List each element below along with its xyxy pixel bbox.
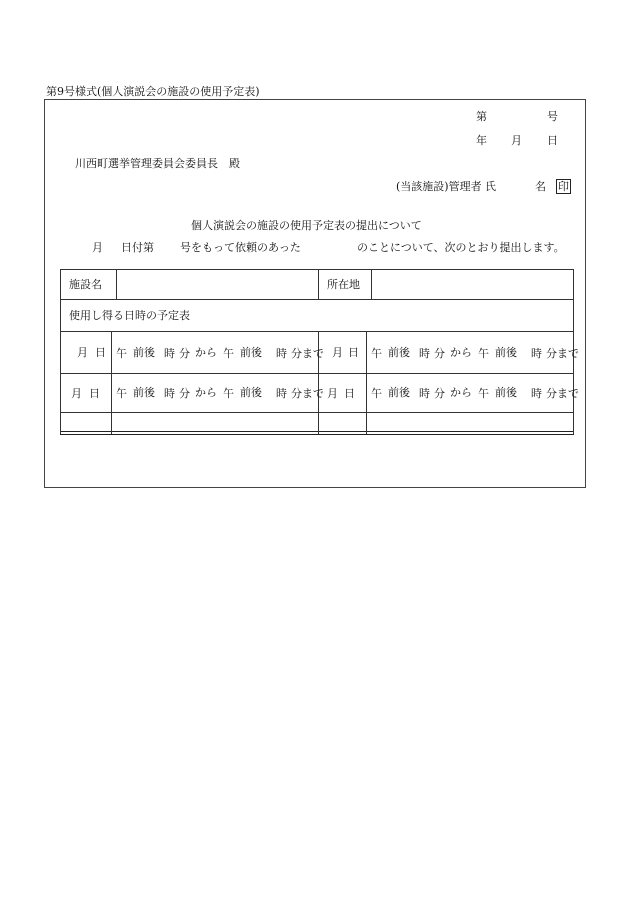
col-div-1 — [111, 331, 112, 434]
zen-7: 前 — [388, 386, 399, 399]
ato-3: 後 — [399, 346, 410, 359]
ampm-go-7: 午 — [371, 387, 382, 400]
row1-left-day: 日 — [95, 346, 106, 359]
ampm-go-6: 午 — [223, 387, 234, 400]
row1-left-time — [116, 338, 324, 368]
ji: 時 — [164, 347, 175, 360]
ato-5: 後 — [144, 386, 155, 399]
ji-5: 時 — [164, 387, 175, 400]
ji-8: 時 — [531, 387, 542, 400]
ampm-stack — [133, 346, 155, 360]
fun-7: 分 — [434, 387, 445, 400]
ji-3: 時 — [419, 347, 430, 360]
col-div-3 — [366, 331, 367, 434]
ampm-stack-3 — [388, 346, 410, 360]
ato-4: 後 — [506, 346, 517, 359]
date-month: 月 — [511, 134, 522, 147]
zen-4: 前 — [495, 346, 506, 359]
body-date-no: 日付第 — [121, 241, 154, 254]
manager-shi: 氏 — [485, 180, 496, 193]
ampm-go-2: 午 — [223, 347, 234, 360]
kara-stack-3 — [450, 346, 472, 360]
ka: か — [195, 346, 206, 359]
fun-3: 分 — [434, 347, 445, 360]
zen-3: 前 — [388, 346, 399, 359]
ampm-go-5: 午 — [116, 387, 127, 400]
row2-left-day: 日 — [89, 387, 100, 400]
addressee: 川西町選挙管理委員会委員長 殿 — [75, 157, 240, 170]
ampm-go-3: 午 — [371, 347, 382, 360]
seal-box — [554, 179, 571, 194]
ji-4: 時 — [531, 347, 542, 360]
table-line-top — [60, 269, 574, 270]
ato-8: 後 — [506, 386, 517, 399]
table-border-left — [60, 269, 61, 434]
ra-5: ら — [206, 386, 217, 399]
schedule-label: 使用し得る日時の予定表 — [69, 309, 190, 322]
facility-label: 施設名 — [69, 278, 102, 291]
ampm-stack-4 — [495, 346, 517, 360]
table-line-5 — [60, 412, 574, 413]
body-go-motte: 号をもって依頼のあった — [180, 241, 301, 254]
form-title: 第9号様式(個人演説会の施設の使用予定表) — [46, 85, 260, 98]
ji-7: 時 — [419, 387, 430, 400]
number-dai: 第 — [476, 110, 487, 123]
ra-7: ら — [461, 386, 472, 399]
table-line-bottom — [60, 431, 574, 435]
location-divider-left — [318, 269, 319, 299]
ampm-stack-8 — [495, 386, 517, 400]
ato-6: 後 — [251, 386, 262, 399]
row1-left-month: 月 — [77, 346, 88, 359]
row2-left-month: 月 — [71, 387, 82, 400]
ampm-stack-2 — [240, 346, 262, 360]
row2-left-time — [116, 378, 324, 408]
kara-stack-7 — [450, 386, 472, 400]
kara-stack — [195, 346, 217, 360]
ato-2: 後 — [251, 346, 262, 359]
fun-made: 分まで — [291, 347, 324, 360]
subject-title: 個人演説会の施設の使用予定表の提出について — [191, 219, 422, 232]
fun-5: 分 — [179, 387, 190, 400]
ampm-stack-5 — [133, 386, 155, 400]
row1-right-month: 月 — [332, 346, 343, 359]
body-rest: のことについて、次のとおり提出します。 — [357, 241, 565, 254]
ampm-go-8: 午 — [478, 387, 489, 400]
zen-6: 前 — [240, 386, 251, 399]
ka-7: か — [450, 386, 461, 399]
ka-5: か — [195, 386, 206, 399]
facility-divider — [116, 269, 117, 299]
ampm-stack-7 — [388, 386, 410, 400]
row2-right-day: 日 — [344, 387, 355, 400]
fun-made-8: 分まで — [546, 387, 579, 400]
row2-right-month: 月 — [327, 387, 338, 400]
ampm-go-4: 午 — [478, 347, 489, 360]
zen-8: 前 — [495, 386, 506, 399]
date-year: 年 — [476, 134, 487, 147]
table-line-3 — [60, 331, 574, 332]
ra-3: ら — [461, 346, 472, 359]
ampm-stack-6 — [240, 386, 262, 400]
ji-2: 時 — [276, 347, 287, 360]
fun: 分 — [179, 347, 190, 360]
location-divider-right — [371, 269, 372, 299]
zen-5: 前 — [133, 386, 144, 399]
body-month: 月 — [92, 241, 103, 254]
manager-mei: 名 — [535, 180, 546, 193]
table-line-2 — [60, 299, 574, 300]
ampm-go: 午 — [116, 347, 127, 360]
row1-right-day: 日 — [348, 346, 359, 359]
kara-stack-5 — [195, 386, 217, 400]
location-label: 所在地 — [327, 278, 360, 291]
fun-made-4: 分まで — [546, 347, 579, 360]
number-go: 号 — [547, 110, 558, 123]
table-line-4 — [60, 373, 574, 374]
ka-3: か — [450, 346, 461, 359]
row1-right-time — [371, 338, 579, 368]
manager-label: (当該施設)管理者 — [396, 180, 482, 193]
fun-made-6: 分まで — [291, 387, 324, 400]
ra: ら — [206, 346, 217, 359]
ato-7: 後 — [399, 386, 410, 399]
ato: 後 — [144, 346, 155, 359]
ji-6: 時 — [276, 387, 287, 400]
row2-right-time — [371, 378, 579, 408]
zen-2: 前 — [240, 346, 251, 359]
zen: 前 — [133, 346, 144, 359]
date-day: 日 — [547, 134, 558, 147]
seal-mark: 印 — [558, 180, 569, 193]
